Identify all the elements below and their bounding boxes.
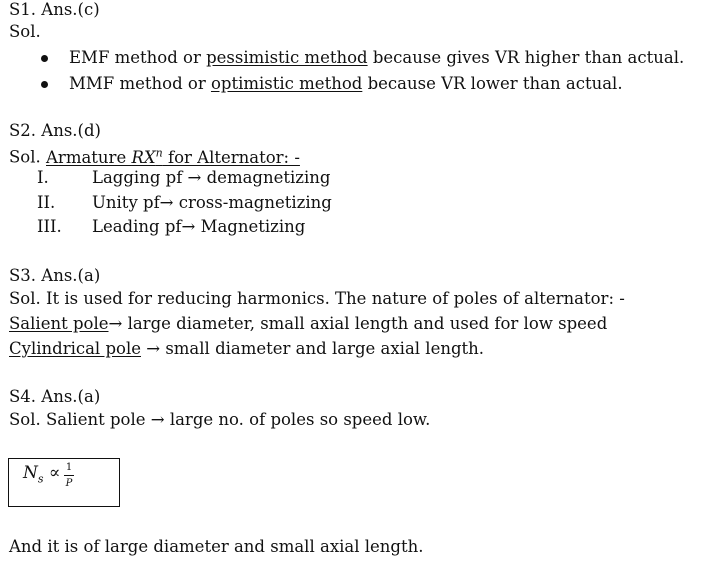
s2-item-1-num: I. bbox=[37, 168, 49, 187]
s1-bullet-2 bbox=[69, 74, 623, 94]
s3-salient-label: Salient pole bbox=[9, 314, 109, 333]
s1-bullet-1 bbox=[69, 48, 684, 68]
s2-title-a: Armature bbox=[46, 147, 132, 167]
formula-fraction bbox=[64, 461, 74, 490]
s2-sol-line bbox=[9, 143, 300, 168]
fraction-bar bbox=[64, 475, 74, 476]
s1-heading: S1. Ans.(c) bbox=[9, 0, 100, 19]
formula-lhs: N bbox=[23, 463, 38, 483]
bullet-dot bbox=[41, 55, 48, 62]
s4-sol-text: Sol. Salient pole → large no. of poles so speed low. bbox=[9, 410, 431, 429]
s2-item-3-num: III. bbox=[37, 217, 62, 236]
s2-item-2-num: II. bbox=[37, 193, 56, 212]
formula-sub: s bbox=[37, 472, 44, 486]
s3-sol-text: Sol. It is used for reducing harmonics. The nature of poles of alternator: - bbox=[9, 289, 625, 308]
bullet-dot bbox=[41, 81, 48, 88]
s2-title-math: RX bbox=[131, 147, 156, 167]
s1-bullet-2-pre: MMF method or bbox=[69, 74, 211, 93]
formula-box bbox=[8, 458, 120, 507]
s1-bullet-2-underlined: optimistic method bbox=[210, 74, 363, 93]
s3-heading: S3. Ans.(a) bbox=[9, 266, 101, 285]
s2-title-sup: n bbox=[155, 146, 163, 159]
s1-bullet-1-post: because gives VR higher than actual. bbox=[367, 48, 685, 67]
s3-salient-line bbox=[9, 314, 607, 334]
s2-heading: S2. Ans.(d) bbox=[9, 121, 101, 140]
s1-sol-label: Sol. bbox=[9, 22, 41, 41]
fraction-numerator: 1 bbox=[65, 462, 73, 473]
s2-item-1-text: Lagging pf → demagnetizing bbox=[92, 168, 331, 187]
s3-salient-text: → large diameter, small axial length and used for low speed bbox=[108, 314, 608, 333]
s3-cylindrical-label: Cylindrical pole bbox=[9, 339, 141, 358]
formula-proportional: ∝ bbox=[43, 463, 61, 483]
s1-bullet-1-underlined: pessimistic method bbox=[206, 48, 368, 67]
s4-heading: S4. Ans.(a) bbox=[9, 387, 101, 406]
speed-formula bbox=[23, 463, 60, 485]
s2-item-2-text: Unity pf→ cross-magnetizing bbox=[92, 193, 332, 212]
s3-cylindrical-line bbox=[9, 339, 484, 359]
fraction-denominator: P bbox=[65, 478, 73, 489]
s2-title bbox=[46, 148, 300, 167]
s3-cylindrical-text: → small diameter and large axial length. bbox=[141, 339, 485, 358]
s2-item-3-text: Leading pf→ Magnetizing bbox=[92, 217, 306, 236]
s2-sol-label: Sol. bbox=[9, 147, 47, 167]
s1-bullet-1-pre: EMF method or bbox=[69, 48, 207, 67]
s4-conclusion: And it is of large diameter and small axial length. bbox=[9, 537, 424, 556]
s2-title-b: for Alternator: - bbox=[162, 147, 300, 167]
s1-bullet-2-post: because VR lower than actual. bbox=[362, 74, 623, 93]
